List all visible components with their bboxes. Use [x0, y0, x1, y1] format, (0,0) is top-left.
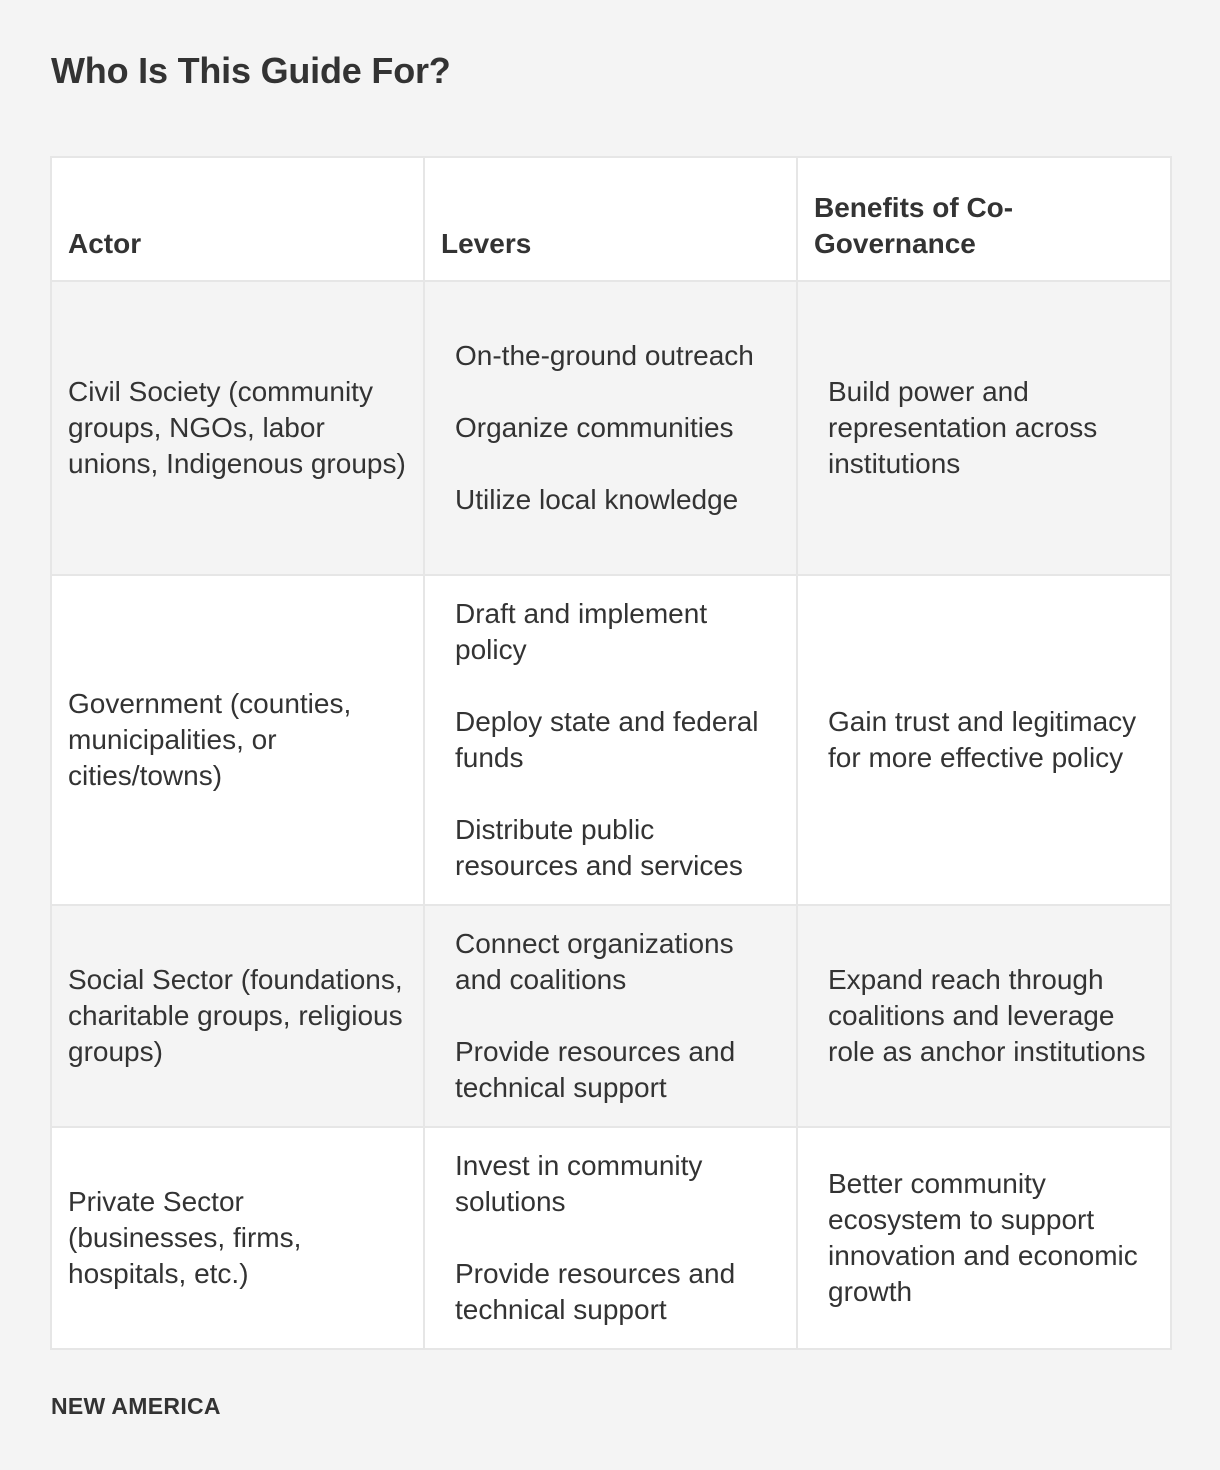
table-row — [51, 1127, 1171, 1349]
column-header-benefits: Benefits of Co-Governance — [797, 157, 1171, 281]
levers-cell — [424, 575, 797, 905]
actor-cell: Government (counties, municipalities, or cities/towns) — [51, 575, 424, 905]
lever-item: Provide resources and technical support — [455, 1036, 736, 1103]
actor-cell: Social Sector (foundations, charitable groups, religious groups) — [51, 905, 424, 1127]
lever-item: Deploy state and federal funds — [455, 706, 759, 773]
table-row — [51, 575, 1171, 905]
levers-cell — [424, 281, 797, 575]
lever-item: Organize communities — [455, 412, 734, 443]
lever-item: Distribute public resources and services — [455, 814, 743, 881]
lever-item: Draft and implement policy — [455, 598, 708, 665]
lever-item: Provide resources and technical support — [455, 1258, 736, 1325]
benefit-cell: Better community ecosystem to support innovation and economic growth — [797, 1127, 1171, 1349]
column-header-levers: Levers — [424, 157, 797, 281]
actor-cell: Private Sector (businesses, firms, hospitals, etc.) — [51, 1127, 424, 1349]
actor-cell: Civil Society (community groups, NGOs, labor unions, Indigenous groups) — [51, 281, 424, 575]
benefit-cell: Expand reach through coalitions and leverage role as anchor institutions — [797, 905, 1171, 1127]
page-title: Who Is This Guide For? — [51, 50, 451, 91]
brand-logo-text: NEW AMERICA — [51, 1393, 221, 1419]
table-row — [51, 905, 1171, 1127]
column-header-actor: Actor — [51, 157, 424, 281]
lever-item: Connect organizations and coalitions — [455, 928, 734, 995]
lever-item: Utilize local knowledge — [455, 484, 739, 515]
guide-table — [50, 156, 1172, 1350]
lever-item: Invest in community solutions — [455, 1150, 703, 1217]
levers-cell — [424, 905, 797, 1127]
lever-item: On-the-ground outreach — [455, 340, 754, 371]
benefit-cell: Gain trust and legitimacy for more effective policy — [797, 575, 1171, 905]
table-header-row — [51, 157, 1171, 281]
benefit-cell: Build power and representation across institutions — [797, 281, 1171, 575]
table-row — [51, 281, 1171, 575]
levers-cell — [424, 1127, 797, 1349]
